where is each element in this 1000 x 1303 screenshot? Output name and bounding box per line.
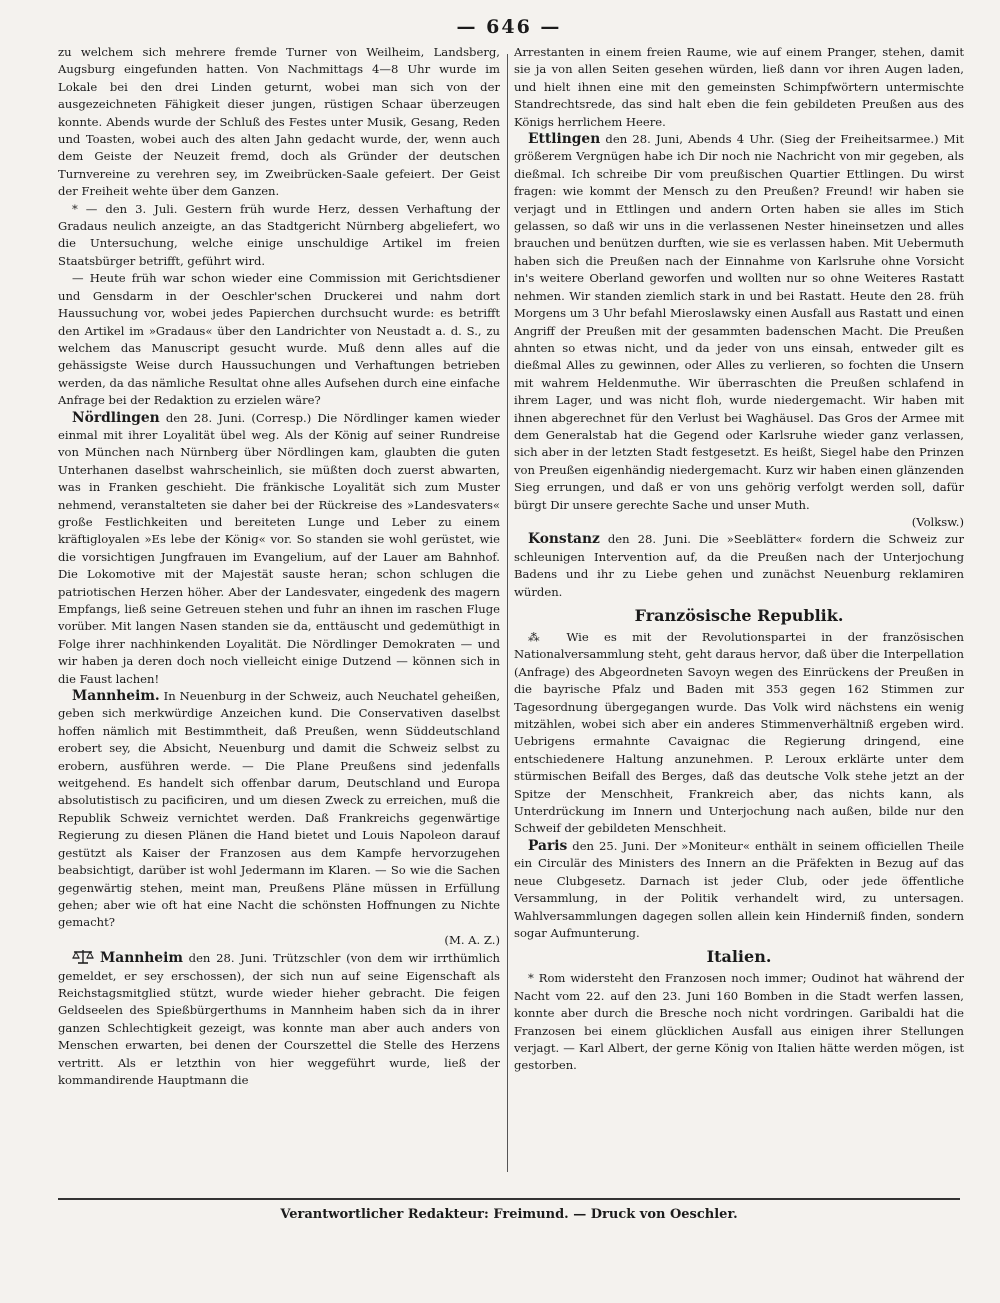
article-text: den 28. Juni. Die »Seeblätter« fordern die Schweiz zur schleunigen Intervention auf, da die Preußen nach der Unterjochung Badens und ihr zu Liebe gehen und zunächst Neuenburg reklamiren würden. bbox=[514, 532, 964, 599]
left-column bbox=[58, 44, 500, 1192]
section-heading-italy: Italien. bbox=[706, 947, 772, 967]
article-paragraph: Arrestanten in einem freien Raume, wie auf einem Pranger, stehen, damit sie ja von allen Seiten gesehen würden, ließ dann vor ihren Augen laden, und hielt ihnen eine mit den gemeinsten Schimpfwörtern untermischte Standrechtsrede, das sind halt eben die fein gebildeten Preußen aus des Königs herrlichem Heere. bbox=[514, 45, 964, 129]
source-citation: (M. A. Z.) bbox=[444, 932, 500, 947]
article-text: den 25. Juni. Der »Moniteur« enthält in seinem officiellen Theile ein Circulär des Ministers des Innern an die Präfekten in Bezug auf das neue Clubgesetz. Darnach ist jeder Club, oder jede öffentliche Versammlung, in der Politik verhandelt wird, zu untersagen. Wahlversammlungen dagegen sollen allein kein Hinderniß finden, sondern sogar Aufmunterung. bbox=[514, 838, 964, 940]
article-text: den 28. Juni. (Corresp.) Die Nördlinger kamen wieder einmal mit ihrer Loyalität übel weg. Als der König auf seiner Rundreise von München nach Nürnberg über Nördlingen kam, glaubten die guten Unterhanen daselbst wahrscheinlich, sie müßten doch zuerst abwarten, was in Franken geschieht. Die fränkische Loyalität sich zum Muster nehmend, veranstalteten sie daher bei der Rückreise des »Landesvaters« große Festlichkeiten und bereiteten Lunge und Leber zu einem kräftigloyalen »Es lebe der König« vor. So standen sie wohl gerüstet, wie die vorsichtigen Jungfrauen im Evangelium, auf der Lauer am Bahnhof. Die Lokomotive mit der Majestät sauste heran; schon schlugen die patriotischen Herzen höher. Aber der Landesvater, eingedenk des magern Empfangs, ließ seine Getreuen stehen und fuhr an ihnen im raschen Fluge vorüber. Mit langen Nasen standen sie da, enttäuscht und gedemüthigt in Folge ihrer nachhinkenden Loyalität. Die Nördlinger Demokraten — und wir haben ja deren doch noch vielleicht einige Dutzend — können sich in die Faust lachen! bbox=[58, 410, 500, 686]
article-paragraph: ⁂ Wie es mit der Revolutionspartei in der französischen Nationalversammlung steht, geht daraus hervor, daß über die Interpellation (Anfrage) des Abgeordneten Savoyn wegen des Einrückens der Preußen in die bayrische Pfalz und Baden mit 353 gegen 162 Stimmen zur Tagesordnung übergegangen wurde. Das Volk wird nächstens ein wenig mitzählen, wobei sich aber ein anderes Stimmenverhältniß ergeben wird. Uebrigens ermahnte Cavaignac die Regierung dringend, eine entschiedenere Haltung anzunehmen. P. Leroux erklärte unter dem stürmischen Beifall des Berges, daß das deutsche Volk stehe jetzt an der Spitze der Menschheit, Frankreich aber, das nichts kann, als Unterdrückung im Innern und Unterjochung nach außen, bilde nur den Schweif der gebildeten Menschheit. bbox=[514, 630, 964, 836]
dateline: Mannheim. bbox=[72, 688, 160, 705]
column-divider bbox=[507, 54, 508, 1172]
article-paragraph: — Heute früh war schon wieder eine Commission mit Gerichtsdiener und Gensdarm in der Oeschler'schen Druckerei und nahm dort Haussuchung vor, wobei jedes Papierchen durchsucht wurde: es betrifft den Artikel im »Gradaus« über den Landrichter von Neustadt a. d. S., zu welchem das Manuscript gesucht wurde. Muß denn alles auf die gehässigste Weise durch Haussuchungen und Verhaftungen betrieben werden, da das nämliche Resultat ohne alles Aufsehen durch eine einfache Anfrage bei der Redaktion zu erzielen wäre? bbox=[58, 271, 500, 408]
article-mannheim bbox=[58, 688, 500, 932]
article-paragraph: zu welchem sich mehrere fremde Turner von Weilheim, Landsberg, Augsburg eingefunden hatten. Von Nachmittags 4—8 Uhr wurde im Lokale bei den drei Linden geturnt, wobei man sich von der ausgezeichneten Fähigkeit dieser jungen, rüstigen Schaar überzeugen konnte. Abends wurde der Schluß des Festes unter Musik, Gesang, Reden und Toasten, wobei auch des alten Jahn gedacht wurde, der, wenn auch dem Geiste der Neuzeit fremd, doch als Gründer der deutschen Turnvereine zu verehren sey, im Zweibrücken-Saale gefeiert. Der Geist der Freiheit wehte über dem Ganzen. bbox=[58, 45, 500, 199]
dateline: Nördlingen bbox=[72, 409, 160, 426]
article-text: den 28. Juni. Trützschler (von dem wir irrthümlich gemeldet, er sey erschossen), der sich nun auf seine Eigenschaft als Reichstagsmitglied stützt, wurde wieder hieher gebracht. Die feigen Geldseelen des Spießbürgerthums in Mannheim haben sich da in ihrer ganzen Schlechtigkeit gezeigt, was konnte man aber auch anders von Menschen erwarten, bei denen der Courszettel die Stelle des Herzens vertritt. Als er letzthin von hier weggeführt wurde, ließ der kommandirende Hauptmann die bbox=[58, 951, 500, 1087]
page-number: — 646 — bbox=[456, 16, 562, 38]
article-text: In Neuenburg in der Schweiz, auch Neuchatel geheißen, geben sich merkwürdige Anzeichen kund. Die Conservativen daselbst hoffen nämlich mit Bestimmtheit, daß Preußen, wenn Süddeutschland erobert sey, die Absicht, Neuenburg und damit die Schweiz selbst zu erobern, ausführen werde. — Die Plane Preußens sind jedenfalls weitgehend. Es handelt sich offenbar darum, Deutschland und Europa absolutistisch zu pacificiren, und um diesen Zweck zu erreichen, muß die Republik Schweiz vernichtet werden. Daß Frankreichs gegenwärtige Regierung zu diesen Plänen die Hand bietet und Louis Napoleon darauf gestützt als Kaiser der Franzosen aus dem Kampfe hervorzugehen beabsichtigt, darüber ist wohl Jedermann im Klaren. — So wie die Sachen gegenwärtig stehen, meint man, Preußens Pläne müssen in Erfüllung gehen; aber wie oft hat eine Nacht die schönsten Hoffnungen zu Nichte gemacht? bbox=[58, 689, 500, 930]
article-mannheim-2 bbox=[58, 949, 500, 1089]
article-konstanz bbox=[514, 531, 964, 601]
source-citation: (Volksw.) bbox=[911, 514, 964, 529]
article-text: den 28. Juni, Abends 4 Uhr. (Sieg der Freiheitsarmee.) Mit größerem Vergnügen habe ich Dir noch nie Nachricht von mir gegeben, als dießmal. Ich schreibe Dir vom preußischen Quartier Ettlingen. Du wirst fragen: wie kommt der Mensch zu den Preußen? Freund! wir haben sie verjagt und in Ettlingen und andern Orten haben sie alles im Stich gelassen, so daß wir uns in die verlassenen Nester hineinsetzen und alles brauchen und benützen durften, wie sie es verlassen haben. Mit Uebermuth haben sich die Preußen nach der Einnahme von Karlsruhe ohne Vorsicht in's weitere Oberland geworfen und wollten nur so ohne Weiteres Rastatt nehmen. Wir standen ziemlich stark in und bei Rastatt. Heute den 28. früh Morgens um 3 Uhr befahl Mieroslawsky einen Ausfall aus Rastatt und einen Angriff der Preußen mit der gesammten badenschen Macht. Die Preußen ahnten so etwas nicht, und da jeder von uns einsah, entweder gilt es dießmal Alles zu gewinnen, oder Alles zu verlieren, so fochten die Unsern mit wahrem Heldenmuthe. Wir überraschten die Preußen schlafend in ihrem Lager, und was nicht floh, wurde niedergemacht. Wir haben mit ihnen abgerechnet für den Verlust bei Waghäusel. Das Gros der Armee mit dem Generalstab hat die Gegend oder Karlsruhe wieder ganz verlassen, sich aber in der letzten Stadt festgesetzt. Es heißt, Siegel habe den Prinzen von Preußen eigenhändig niedergemacht. Kurz wir haben einen glänzenden Sieg errungen, und daß er von uns gehörig verfolgt werden soll, dafür bürgt Dir unsere gerechte Sache und unser Muth. bbox=[514, 132, 964, 512]
imprint-footer: Verantwortlicher Redakteur: Freimund. — Druck von Oeschler. bbox=[280, 1207, 738, 1222]
dateline: Ettlingen bbox=[528, 131, 601, 148]
section-heading-france: Französische Republik. bbox=[634, 606, 844, 625]
dateline: Mannheim bbox=[100, 950, 183, 967]
scales-icon bbox=[72, 949, 94, 964]
article-paragraph: * — den 3. Juli. Gestern früh wurde Herz, dessen Verhaftung der Gradaus neulich anzeigte, an das Stadtgericht Nürnberg abgeliefert, wo die Untersuchung, welche einige unschuldige Artikel im freien Staatsbürger betrifft, geführt wird. bbox=[58, 201, 500, 268]
article-paris bbox=[514, 838, 964, 942]
right-column bbox=[514, 44, 964, 1192]
article-paragraph: * Rom widersteht den Franzosen noch immer; Oudinot hat während der Nacht vom 22. auf den 23. Juni 160 Bomben in die Stadt werfen lassen, konnte aber durch die Bresche noch nicht vordringen. Garibaldi hat die Franzosen bei einem glücklichen Ausfall aus einigen ihrer Stellungen verjagt. — Karl Albert, der gerne König von Italien hätte werden mögen, ist gestorben. bbox=[514, 971, 964, 1073]
columns bbox=[58, 44, 964, 1192]
article-ettlingen bbox=[514, 131, 964, 514]
footer-rule bbox=[58, 1198, 960, 1200]
article-nordlingen bbox=[58, 410, 500, 689]
dateline: Konstanz bbox=[528, 531, 600, 548]
dateline: Paris bbox=[528, 837, 568, 854]
